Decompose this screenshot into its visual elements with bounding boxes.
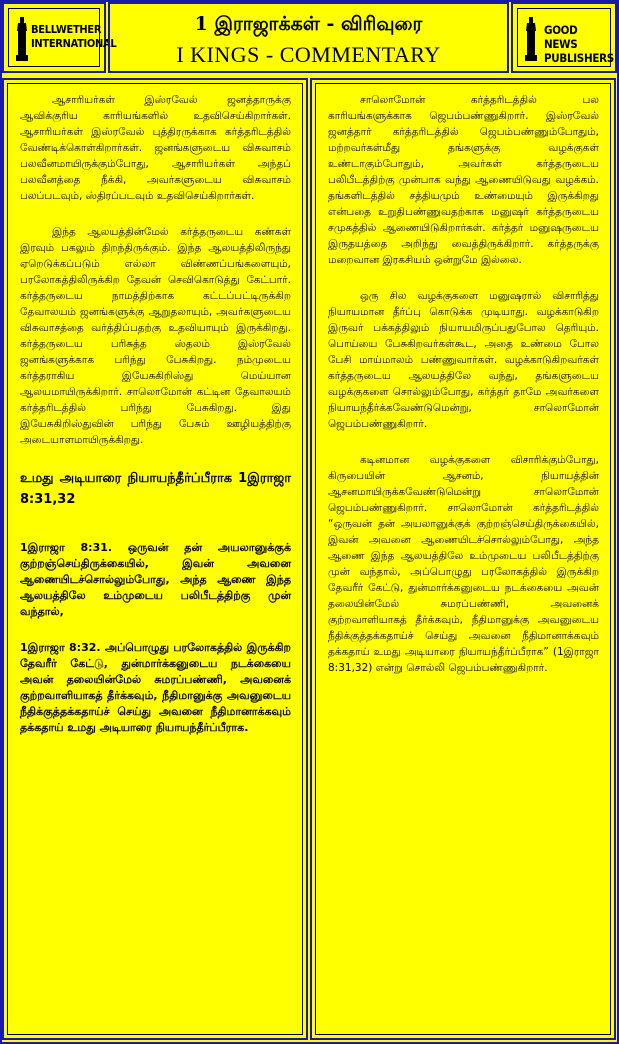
goodnews-logo xyxy=(517,8,614,67)
right-paragraph-3: கடினமான வழக்குகளை விசாரிக்கும்போது, கிருபையின் ஆசனம், நியாயத்தின் ஆசனமாயிருக்கவேண்டுமென்று சாலொமோன் ஜெபம்பண்ணுகிறார். சாலொமோன் கர்த்தரிடத்தில் “ஒருவன் தன் அயலானுக்குக் குற்றஞ்செய்திருக்கையில், இவன் அவனை ஆணையிடச்சொல்லும்போது, அந்த ஆணை இந்த ஆலயத்திலே உம்முடைய பலிபீடத்திற்கு முன் வந்தால், அப்பொழுது பரலோகத்தில் இருக்கிற தேவரீர் கேட்டு, துன்மார்க்கனுடைய நடக்கையை அவன் தலையின்மேல் சுமரப்பண்ணி, அவனைக் குற்றவாளியாகத் தீர்க்கவும், நீதிமானுக்கு அவனுடைய நீதிக்குத்தக்கதாய்ச் செய்து அவனை நீதிமானாக்கவும் தக்கதாய் உமது அடியாரை நியாயந்தீர்ப்பீராக” (1இராஜா 8:31,32) என்று சொல்லி ஜெபம்பண்ணுகிறார். xyxy=(328,454,599,674)
bellwether-logo xyxy=(8,8,117,67)
left-paragraph-2: இந்த ஆலயத்தின்மேல் கர்த்தருடைய கண்கள் இரவும் பகலும் திறந்திருக்கும். இந்த ஆலயத்திலிருந்து ஏறெடுக்கப்படும் எல்லா விண்ணப்பங்களையும், பரலோகத்திலிருக்கிற தேவன் செவிகொடுத்து கேட்பார். கர்த்தருடைய நாமத்திற்காக கட்டப்பட்டிருக்கிற தேவாலயம் ஜனங்களுக்கு ஆறுதலாயும், அவர்களுடைய விசுவாசத்தை வர்த்திப்பதற்கு உதவியாயும் இருக்கிறது. கர்த்தருடைய பரிசுத்த ஸ்தலம் இஸ்ரவேல் ஜனங்களுக்காக பரிந்து பேசுகிறது. நம்முடைய கர்த்தராகிய இயேசுகிறிஸ்து மெய்யான ஆலயமாயிருக்கிறார். சாலொமோன் கட்டின தேவாலயம் கர்த்தரிடத்தில் பரிந்து பேசுகிறது. இது இயேசுகிறிஸ்துவின் பரிந்து பேசும் ஊழியத்திற்கு அடையாளமாயிருக்கிறது. xyxy=(20,226,291,446)
right-paragraph-2: ஒரு சில வழக்குகளை மனுஷரால் விசாரித்து நியாயமான தீர்ப்பு கொடுக்க முடியாது. வழக்காடுகிற இருவர் பக்கத்திலும் நியாயமிருப்பதுபோல தெரியும். பொய்யை பேசுகிறவர்கள்கூட, அதை உண்மை போல பேசி மாய்மாலம் பண்ணுவார்கள். வழக்காடுகிறவர்கள் கர்த்தருடைய ஆலயத்திலே வந்து, தங்களுடைய வழக்குகளை சொல்லும்போது, கர்த்தர் தாமே அவர்களை நியாயந்தீர்க்கவேண்டுமென்று, சாலொமோன் ஜெபம்பண்ணுகிறார். xyxy=(328,290,599,430)
left-column xyxy=(2,78,308,1040)
section-heading: உமது அடியாரை நியாயந்தீர்ப்பீராக 1இராஜா 8:31,32 xyxy=(20,471,291,507)
goodnews-logo-box xyxy=(511,2,617,73)
title-box xyxy=(108,2,509,73)
verse-8-32: 1இராஜா 8:32. அப்பொழுது பரலோகத்தில் இருக்கிற தேவரீர் கேட்டு, துன்மார்க்கனுடைய நடக்கையை அவன் தலையின்மேல் சுமரப்பண்ணி, அவனைக் குற்றவாளியாகத் தீர்க்கவும், நீதிமானுக்கு அவனுடைய நீதிக்குத்தக்கதாய்ச் செய்து அவனை நீதிமானாக்கவும் தக்கதாய் உமது அடியாரை நியாயந்தீர்ப்பீராக. xyxy=(20,641,291,734)
page-title-tamil: 1 இராஜாக்கள் - விரிவுரை xyxy=(194,13,423,35)
logo-line-1: BELLWETHER xyxy=(31,23,102,36)
right-paragraph-1: சாலொமோன் கர்த்தரிடத்தில் பல காரியங்களுக்காக ஜெபம்பண்ணுகிறார். இஸ்ரவேல் ஜனத்தார் கர்த்தரிடத்தில் ஜெபம்பண்ணும்போதும், மற்றவர்கள்மீது தங்களுக்கு வழக்குகள் உண்டாகும்போதும், அவர்கள் கர்த்தருடைய பலிபீடத்திற்கு முன்பாக வந்து ஆணையிடுவது வழக்கம். தங்களிடத்தில் சத்தியமும் உண்மையும் இருக்கிறது என்பதை உறுதிபண்ணுவதற்காக மனுஷர் கர்த்தருடைய சமுகத்தில் ஆணையிடுகிறார்கள். கர்த்தர் மனுஷருடைய இருதயத்தை அறிந்து வைத்திருக்கிறார். கர்த்தருக்கு மறைவான இரகசியம் ஒன்றுமே இல்லை. xyxy=(328,94,599,266)
right-column xyxy=(310,78,616,1040)
logo-line-2: PUBLISHERS xyxy=(544,51,614,65)
bellwether-logo-box xyxy=(2,2,117,73)
tower-icon xyxy=(15,17,29,61)
verse-8-31: 1இராஜா 8:31. ஒருவன் தன் அயலானுக்குக் குற்றஞ்செய்திருக்கையில், இவன் அவனை ஆணையிடச்சொல்லும்போது, அந்த ஆணை இந்த ஆலயத்திலே உம்முடைய பலிபீடத்திற்கு முன் வந்தால், xyxy=(20,541,291,618)
left-paragraph-1: ஆசாரியர்கள் இஸ்ரவேல் ஜனத்தாருக்கு ஆவிக்குரிய காரியங்களில் உதவிசெய்கிறார்கள். ஆசாரியர்கள் இஸ்ரவேல் புத்திரருக்காக கர்த்தரிடத்தில் வேண்டிக்கொள்கிறார்கள். ஜனங்களுடைய விசுவாசம் பலவீனமாயிருக்கும்போது, ஆசாரியர்கள் அந்தப் பலவீனத்தை நீக்கி, அவர்களுடைய விசுவாசம் பலப்படவும், ஸ்திரப்படவும் உதவிசெய்கிறார்கள். xyxy=(20,94,291,202)
logo-line-2: INTERNATIONAL xyxy=(31,37,117,50)
logo-line-1: GOOD NEWS xyxy=(544,23,578,51)
tower-icon xyxy=(524,17,538,61)
page-title-english: I KINGS - COMMENTARY xyxy=(176,42,441,67)
